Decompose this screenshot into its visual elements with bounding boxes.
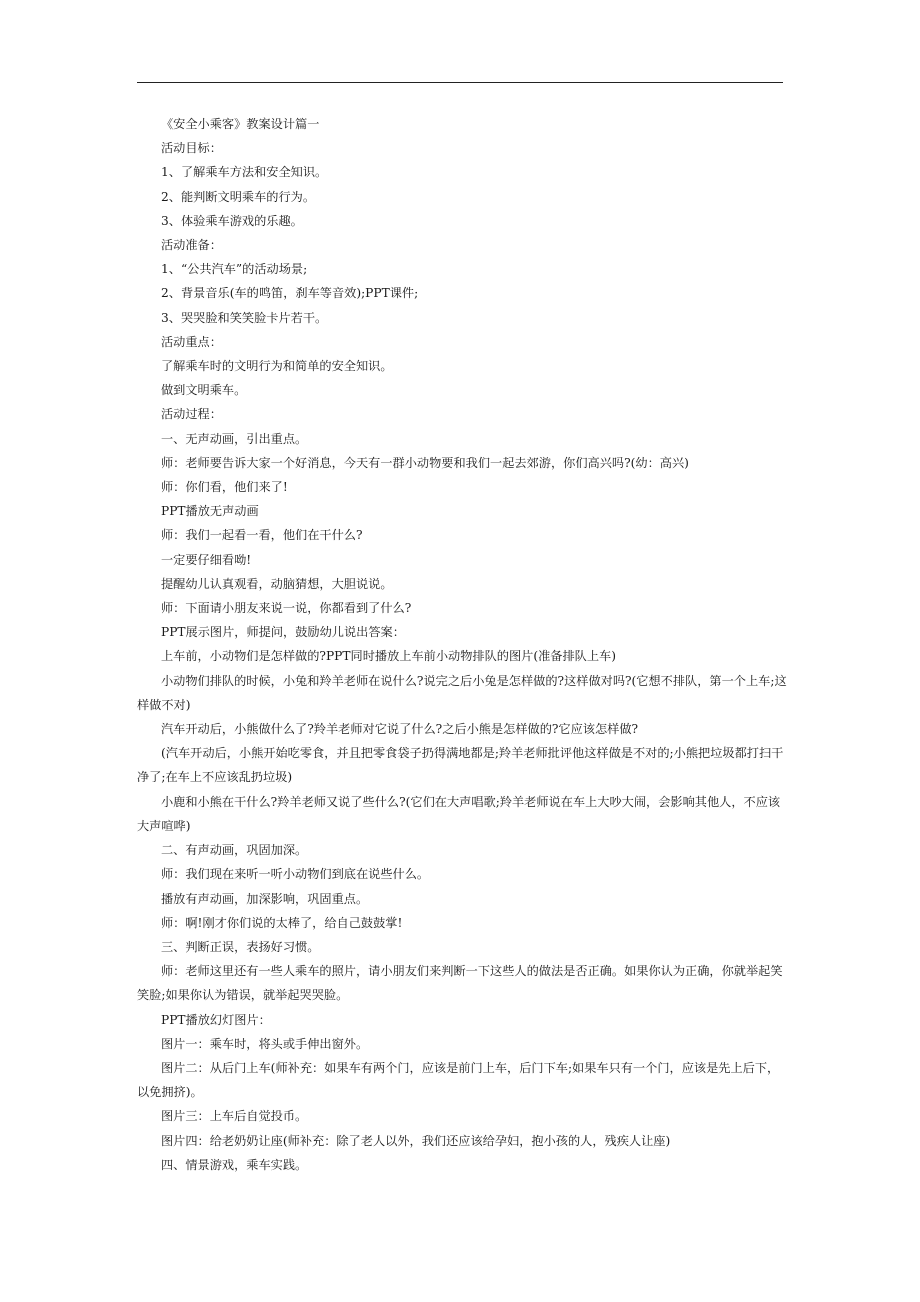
paragraph: 小动物们排队的时候，小兔和羚羊老师在说什么?说完之后小兔是怎样做的?这样做对吗?(它想不排队，第一个上车;这样做不对) [137, 673, 787, 712]
paragraph: (汽车开动后，小熊开始吃零食，并且把零食袋子扔得满地都是;羚羊老师批评他这样做是不对的;小熊把垃圾都打扫干净了;在车上不应该乱扔垃圾) [137, 746, 784, 785]
paragraph: 1、“公共汽车”的活动场景; [161, 262, 308, 277]
paragraph: 2、能判断文明乘车的行为。 [161, 189, 316, 204]
paragraph: 做到文明乘车。 [161, 383, 247, 398]
paragraph: 师：我们一起看一看，他们在干什么? [161, 528, 363, 543]
paragraph: 汽车开动后，小熊做什么了?羚羊老师对它说了什么?之后小熊是怎样做的?它应该怎样做? [161, 722, 639, 737]
paragraph: 图片二：从后门上车(师补充：如果车有两个门，应该是前门上车，后门下车;如果车只有一个门，应该是先上后下，以免拥挤)。 [137, 1060, 780, 1100]
paragraph: 师：我们现在来听一听小动物们到底在说些什么。 [161, 867, 430, 882]
paragraph: 师：啊!刚才你们说的太棒了，给自己鼓鼓掌! [161, 915, 403, 930]
paragraph: 了解乘车时的文明行为和简单的安全知识。 [161, 359, 393, 374]
paragraph: 四、情景游戏，乘车实践。 [161, 1157, 308, 1172]
paragraph: 师：你们看，他们来了! [161, 480, 288, 495]
paragraph: 活动过程： [161, 407, 222, 422]
paragraph: 上车前，小动物们是怎样做的?PPT同时播放上车前小动物排队的图片(准备排队上车) [161, 649, 616, 664]
paragraph: 二、有声动画，巩固加深。 [161, 843, 308, 858]
paragraph: 1、了解乘车方法和安全知识。 [161, 165, 328, 180]
paragraph: 图片四：给老奶奶让座(师补充：除了老人以外，我们还应该给孕妇，抱小孩的人，残疾人让座) [161, 1133, 671, 1148]
paragraph: 活动重点： [161, 334, 222, 349]
paragraph: 2、背景音乐(车的鸣笛，刹车等音效);PPT课件; [161, 286, 419, 301]
paragraph: 三、判断正误，表扬好习惯。 [161, 939, 320, 954]
paragraph: 3、体验乘车游戏的乐趣。 [161, 213, 303, 228]
paragraph: 一、无声动画，引出重点。 [161, 431, 308, 446]
paragraph: 师：下面请小朋友来说一说，你都看到了什么? [161, 601, 412, 616]
paragraph: 师：老师要告诉大家一个好消息，今天有一群小动物要和我们一起去郊游，你们高兴吗?(幼：高兴) [161, 455, 689, 470]
paragraph: PPT播放无声动画 [161, 504, 259, 519]
paragraph: PPT展示图片，师提问，鼓励幼儿说出答案： [161, 625, 405, 640]
paragraph: 《安全小乘客》教案设计篇一 [161, 117, 320, 131]
paragraph: 小鹿和小熊在干什么?羚羊老师又说了些什么?(它们在大声唱歌;羚羊老师说在车上大吵大闹，会影响其他人，不应该大声喧哗) [137, 794, 781, 833]
paragraph: PPT播放幻灯图片： [161, 1012, 271, 1027]
paragraph: 师：老师这里还有一些人乘车的照片，请小朋友们来判断一下这些人的做法是否正确。如果你认为正确，你就举起笑笑脸;如果你认为错误，就举起哭哭脸。 [137, 964, 783, 1003]
paragraph: 图片三：上车后自觉投币。 [161, 1109, 308, 1124]
paragraph: 活动准备： [161, 238, 222, 253]
paragraph: 图片一：乘车时，将头或手伸出窗外。 [161, 1036, 369, 1051]
paragraph: 提醒幼儿认真观看，动脑猜想，大胆说说。 [161, 576, 393, 591]
paragraph: 播放有声动画，加深影响，巩固重点。 [161, 891, 369, 906]
document-body [137, 112, 789, 1177]
paragraph: 活动目标： [161, 141, 222, 156]
paragraph: 一定要仔细看呦! [161, 552, 252, 567]
paragraph: 3、哭哭脸和笑笑脸卡片若干。 [161, 310, 328, 325]
header-rule [137, 82, 783, 83]
